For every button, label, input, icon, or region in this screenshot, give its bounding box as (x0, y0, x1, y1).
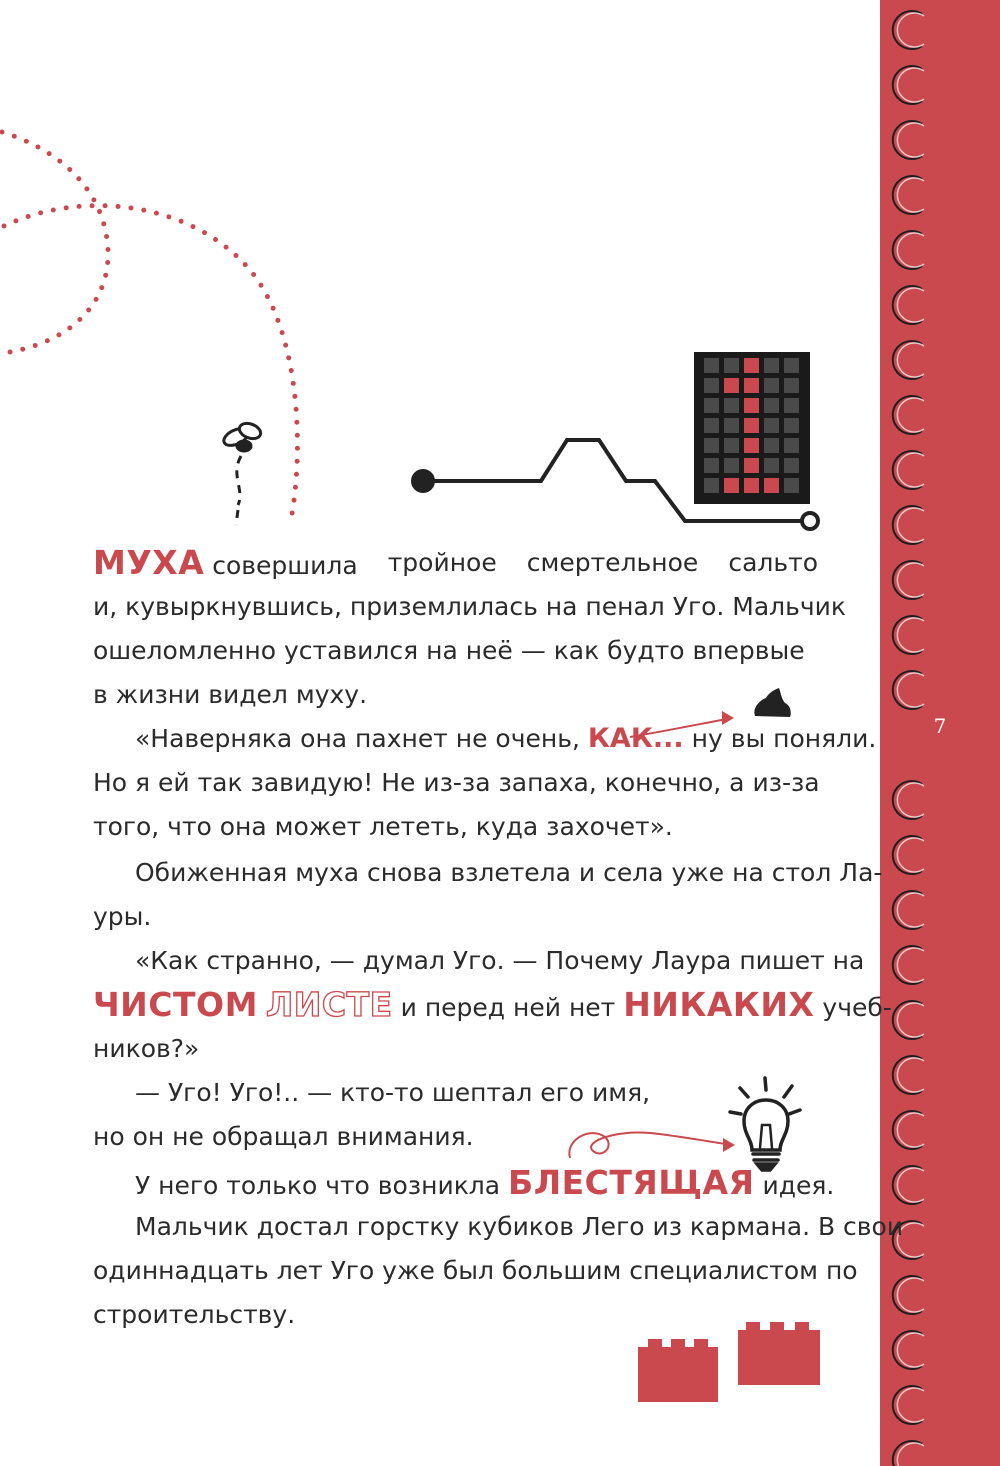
text-line: ошеломленно уставился на неё — как будто впервые (93, 636, 805, 665)
pixel-cell (724, 458, 739, 473)
outline-word: ЛИСТЕ (265, 985, 393, 1024)
text-line: строительству. (93, 1300, 296, 1329)
text-line: «Как странно, — думал Уго. — Почему Лаура пишет на (135, 946, 865, 975)
pixel-cell (704, 438, 719, 453)
pixel-cell (764, 358, 779, 373)
pixel-digit-1-icon (694, 352, 810, 504)
pixel-cell (704, 358, 719, 373)
text-line: Мальчик достал горстку кубиков Лего из кармана. В свои (135, 1212, 904, 1241)
pixel-cell (744, 478, 759, 493)
text-line: — Уго! Уго!.. — кто-то шептал его имя, (135, 1078, 651, 1107)
highlight-word: НИКАКИХ (623, 985, 815, 1024)
highlight-word: БЛЕСТЯЩАЯ (508, 1163, 755, 1202)
highlight-word: МУХА (93, 543, 205, 582)
pixel-cell (764, 458, 779, 473)
text-line: и, кувыркнувшись, приземлилась на пенал Уго. Мальчик (93, 592, 847, 621)
pixel-cell (784, 358, 799, 373)
pixel-cell (784, 438, 799, 453)
pixel-cell (724, 418, 739, 433)
pixel-cell (764, 418, 779, 433)
pixel-cell (704, 398, 719, 413)
text-line: одиннадцать лет Уго уже был большим специалистом по (93, 1256, 858, 1285)
text-line: того, что она может лететь, куда захочет». (93, 812, 673, 841)
pixel-cell (724, 398, 739, 413)
pixel-cell (704, 478, 719, 493)
text-line: У него только что возникла БЛЕСТЯЩАЯ идея. (135, 1163, 835, 1202)
lego-brick-icon (638, 1322, 820, 1402)
lightbulb-icon (730, 1078, 800, 1170)
text-line: ЧИСТОМ ЛИСТЕ и перед ней нет НИКАКИХ учеб- (93, 985, 892, 1024)
text-line: «Наверняка она пахнет не очень, КАК... ну вы поняли. (135, 723, 877, 754)
pixel-cell (784, 418, 799, 433)
highlight-word: КАК... (587, 723, 684, 754)
pixel-cell (744, 458, 759, 473)
pixel-cell (744, 378, 759, 393)
text-line: МУХА совершила тройное смертельное сальто (93, 543, 818, 582)
fly-icon (221, 421, 262, 525)
pixel-cell (764, 438, 779, 453)
pixel-cell (744, 358, 759, 373)
pixel-cell (784, 458, 799, 473)
pixel-cell (764, 398, 779, 413)
pixel-cell (744, 398, 759, 413)
swirl-arrow-to-bulb (569, 1132, 735, 1158)
pixel-cell (704, 378, 719, 393)
pixel-cell (784, 478, 799, 493)
pixel-cell (784, 378, 799, 393)
pixel-cell (724, 478, 739, 493)
text-line: ников?» (93, 1034, 200, 1063)
pixel-cell (744, 438, 759, 453)
text-line: уры. (93, 902, 152, 931)
pixel-cell (724, 438, 739, 453)
page-number: 7 (933, 714, 947, 738)
poop-icon (754, 688, 790, 717)
pixel-cell (704, 458, 719, 473)
pixel-cell (704, 418, 719, 433)
text-line: в жизни видел муху. (93, 680, 368, 709)
pixel-cell (784, 398, 799, 413)
pixel-cell (724, 378, 739, 393)
dotted-flight-path (2, 132, 297, 525)
pixel-cell (764, 378, 779, 393)
pixel-cell (724, 358, 739, 373)
pixel-cell (764, 478, 779, 493)
text-line: Но я ей так завидую! Не из-за запаха, конечно, а из-за (93, 768, 820, 797)
highlight-word: ЧИСТОМ (93, 985, 258, 1024)
text-line: но он не обращал внимания. (93, 1122, 474, 1151)
text-line: Обиженная муха снова взлетела и села уже на стол Ла- (135, 858, 883, 887)
pixel-cell (744, 418, 759, 433)
